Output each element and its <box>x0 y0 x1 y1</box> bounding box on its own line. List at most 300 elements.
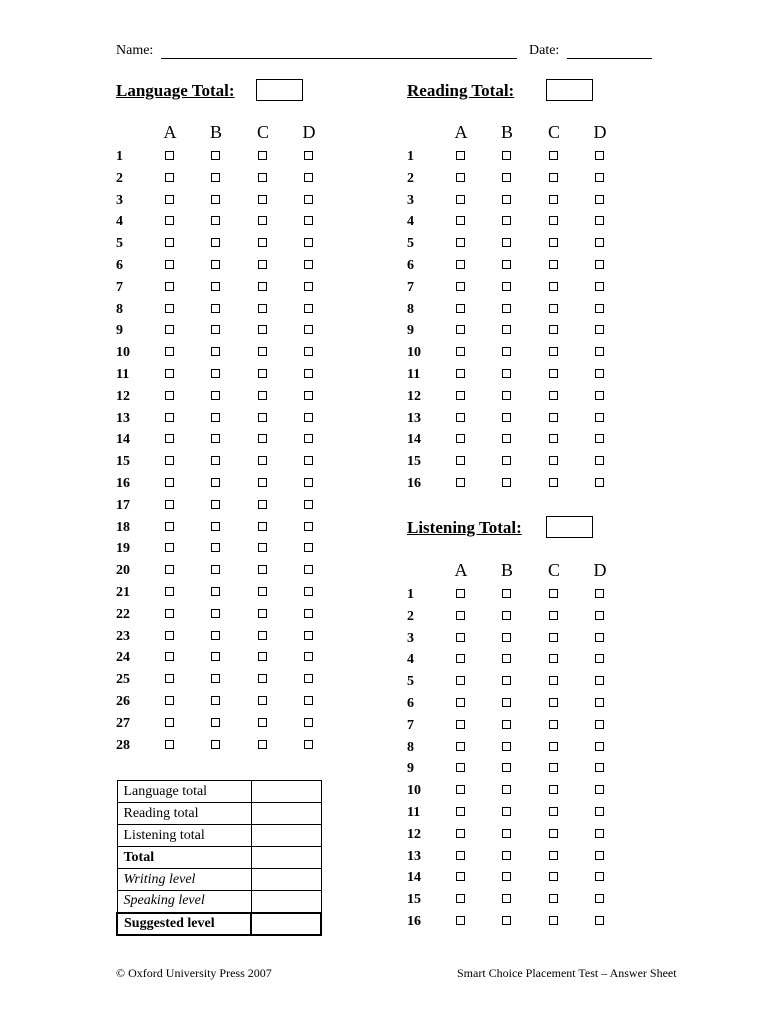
reading-answer-checkbox[interactable] <box>595 478 604 487</box>
language-answer-checkbox[interactable] <box>304 543 313 552</box>
language-answer-checkbox[interactable] <box>211 652 220 661</box>
language-answer-checkbox[interactable] <box>211 500 220 509</box>
language-answer-checkbox[interactable] <box>304 631 313 640</box>
summary-label: Listening total <box>117 825 251 847</box>
language-answer-checkbox[interactable] <box>211 740 220 749</box>
language-total-title: Language Total: <box>116 81 235 100</box>
reading-question-number: 12 <box>407 388 421 404</box>
language-question-number: 18 <box>116 519 130 535</box>
language-answer-checkbox[interactable] <box>165 587 174 596</box>
reading-question-number: 15 <box>407 454 421 470</box>
language-answer-checkbox[interactable] <box>258 740 267 749</box>
listening-answer-checkbox[interactable] <box>595 872 604 881</box>
language-answer-checkbox[interactable] <box>304 347 313 356</box>
reading-answer-checkbox[interactable] <box>595 304 604 313</box>
reading-answer-checkbox[interactable] <box>502 195 511 204</box>
reading-answer-checkbox[interactable] <box>502 325 511 334</box>
language-answer-checkbox[interactable] <box>211 609 220 618</box>
listening-question-number: 12 <box>407 826 421 842</box>
language-answer-checkbox[interactable] <box>258 674 267 683</box>
date-label: Date: <box>529 43 560 58</box>
reading-answer-checkbox[interactable] <box>502 413 511 422</box>
language-answer-checkbox[interactable] <box>304 609 313 618</box>
language-question-number: 5 <box>116 236 123 252</box>
language-answer-checkbox[interactable] <box>211 369 220 378</box>
language-answer-checkbox[interactable] <box>304 260 313 269</box>
language-answer-checkbox[interactable] <box>211 260 220 269</box>
language-answer-checkbox[interactable] <box>165 434 174 443</box>
reading-answer-checkbox[interactable] <box>502 238 511 247</box>
language-answer-checkbox[interactable] <box>304 740 313 749</box>
reading-question-number: 8 <box>407 301 414 317</box>
date-field[interactable] <box>567 58 652 59</box>
language-answer-checkbox[interactable] <box>258 631 267 640</box>
language-answer-checkbox[interactable] <box>258 413 267 422</box>
listening-answer-checkbox[interactable] <box>502 698 511 707</box>
language-answer-checkbox[interactable] <box>304 587 313 596</box>
listening-answer-checkbox[interactable] <box>549 742 558 751</box>
language-answer-checkbox[interactable] <box>165 173 174 182</box>
language-answer-checkbox[interactable] <box>304 718 313 727</box>
summary-value-cell[interactable] <box>251 913 321 935</box>
language-answer-checkbox[interactable] <box>304 674 313 683</box>
language-answer-checkbox[interactable] <box>304 282 313 291</box>
language-answer-checkbox[interactable] <box>165 369 174 378</box>
reading-answer-checkbox[interactable] <box>549 456 558 465</box>
language-answer-checkbox[interactable] <box>304 500 313 509</box>
listening-answer-checkbox[interactable] <box>456 829 465 838</box>
listening-answer-checkbox[interactable] <box>456 807 465 816</box>
listening-column-header-c: C <box>547 560 560 580</box>
reading-answer-checkbox[interactable] <box>549 304 558 313</box>
reading-answer-checkbox[interactable] <box>549 216 558 225</box>
language-answer-checkbox[interactable] <box>211 434 220 443</box>
reading-answer-checkbox[interactable] <box>502 173 511 182</box>
reading-answer-checkbox[interactable] <box>502 304 511 313</box>
summary-value-cell[interactable] <box>251 781 321 803</box>
language-total-box[interactable] <box>256 79 303 101</box>
language-answer-checkbox[interactable] <box>165 347 174 356</box>
summary-row <box>117 913 321 935</box>
language-answer-checkbox[interactable] <box>258 347 267 356</box>
language-answer-checkbox[interactable] <box>165 304 174 313</box>
language-answer-checkbox[interactable] <box>258 369 267 378</box>
language-question-number: 2 <box>116 170 123 186</box>
reading-answer-checkbox[interactable] <box>456 195 465 204</box>
listening-answer-checkbox[interactable] <box>595 763 604 772</box>
language-answer-checkbox[interactable] <box>165 652 174 661</box>
reading-answer-checkbox[interactable] <box>595 195 604 204</box>
language-answer-checkbox[interactable] <box>211 674 220 683</box>
reading-question-number: 6 <box>407 258 414 273</box>
listening-answer-checkbox[interactable] <box>456 851 465 860</box>
language-answer-checkbox[interactable] <box>211 238 220 247</box>
listening-answer-checkbox[interactable] <box>549 763 558 772</box>
language-answer-checkbox[interactable] <box>304 151 313 160</box>
language-answer-checkbox[interactable] <box>304 456 313 465</box>
language-answer-checkbox[interactable] <box>165 674 174 683</box>
listening-answer-checkbox[interactable] <box>456 763 465 772</box>
language-answer-checkbox[interactable] <box>165 740 174 749</box>
listening-answer-checkbox[interactable] <box>595 589 604 598</box>
language-answer-checkbox[interactable] <box>165 260 174 269</box>
reading-question-number: 11 <box>407 367 421 382</box>
listening-answer-checkbox[interactable] <box>456 698 465 707</box>
reading-total-title: Reading Total: <box>407 81 515 100</box>
reading-answer-checkbox[interactable] <box>595 347 604 356</box>
language-answer-checkbox[interactable] <box>258 304 267 313</box>
reading-answer-checkbox[interactable] <box>549 151 558 160</box>
reading-answer-checkbox[interactable] <box>595 238 604 247</box>
reading-answer-checkbox[interactable] <box>549 478 558 487</box>
listening-answer-checkbox[interactable] <box>595 742 604 751</box>
sheet-title: Smart Choice Placement Test – Answer Sheet <box>457 966 677 980</box>
language-answer-checkbox[interactable] <box>211 718 220 727</box>
language-answer-checkbox[interactable] <box>165 543 174 552</box>
language-answer-checkbox[interactable] <box>211 173 220 182</box>
listening-answer-checkbox[interactable] <box>595 633 604 642</box>
language-answer-checkbox[interactable] <box>258 718 267 727</box>
listening-answer-checkbox[interactable] <box>595 611 604 620</box>
language-answer-checkbox[interactable] <box>304 216 313 225</box>
listening-question-number: 16 <box>407 914 421 929</box>
listening-answer-checkbox[interactable] <box>456 894 465 903</box>
language-answer-checkbox[interactable] <box>211 325 220 334</box>
listening-question-number: 11 <box>407 805 421 820</box>
reading-answer-checkbox[interactable] <box>456 478 465 487</box>
reading-answer-checkbox[interactable] <box>456 238 465 247</box>
reading-answer-checkbox[interactable] <box>502 456 511 465</box>
language-answer-checkbox[interactable] <box>304 173 313 182</box>
reading-answer-checkbox[interactable] <box>456 282 465 291</box>
name-field[interactable] <box>161 58 517 59</box>
language-answer-checkbox[interactable] <box>258 260 267 269</box>
language-answer-checkbox[interactable] <box>258 325 267 334</box>
summary-label: Speaking level <box>117 891 251 913</box>
language-answer-checkbox[interactable] <box>165 216 174 225</box>
listening-answer-checkbox[interactable] <box>549 829 558 838</box>
language-answer-checkbox[interactable] <box>211 456 220 465</box>
reading-answer-checkbox[interactable] <box>456 325 465 334</box>
summary-label: Suggested level <box>117 913 251 935</box>
reading-column-header-a: A <box>454 122 468 142</box>
reading-answer-checkbox[interactable] <box>502 151 511 160</box>
language-answer-checkbox[interactable] <box>165 391 174 400</box>
listening-answer-checkbox[interactable] <box>549 720 558 729</box>
language-answer-checkbox[interactable] <box>165 195 174 204</box>
listening-answer-checkbox[interactable] <box>502 894 511 903</box>
language-answer-checkbox[interactable] <box>258 173 267 182</box>
reading-question-number: 7 <box>407 279 414 295</box>
listening-answer-checkbox[interactable] <box>502 916 511 925</box>
language-answer-checkbox[interactable] <box>258 500 267 509</box>
listening-question-number: 4 <box>407 652 414 668</box>
language-answer-checkbox[interactable] <box>211 522 220 531</box>
listening-answer-checkbox[interactable] <box>502 829 511 838</box>
language-answer-checkbox[interactable] <box>165 478 174 487</box>
summary-value-cell[interactable] <box>251 825 321 847</box>
reading-answer-checkbox[interactable] <box>549 391 558 400</box>
summary-value-cell[interactable] <box>251 891 321 913</box>
language-answer-checkbox[interactable] <box>304 478 313 487</box>
listening-answer-checkbox[interactable] <box>549 633 558 642</box>
language-question-number: 24 <box>116 650 130 666</box>
reading-answer-checkbox[interactable] <box>595 173 604 182</box>
language-answer-checkbox[interactable] <box>304 522 313 531</box>
language-answer-checkbox[interactable] <box>165 565 174 574</box>
language-answer-checkbox[interactable] <box>211 543 220 552</box>
language-answer-checkbox[interactable] <box>258 565 267 574</box>
language-question-number: 28 <box>116 737 130 753</box>
listening-answer-checkbox[interactable] <box>549 698 558 707</box>
listening-answer-checkbox[interactable] <box>595 916 604 925</box>
reading-answer-checkbox[interactable] <box>502 216 511 225</box>
listening-answer-checkbox[interactable] <box>456 720 465 729</box>
listening-answer-checkbox[interactable] <box>549 589 558 598</box>
reading-answer-checkbox[interactable] <box>549 195 558 204</box>
language-answer-checkbox[interactable] <box>211 151 220 160</box>
listening-answer-checkbox[interactable] <box>595 829 604 838</box>
reading-answer-checkbox[interactable] <box>502 434 511 443</box>
listening-answer-checkbox[interactable] <box>456 633 465 642</box>
reading-answer-checkbox[interactable] <box>595 260 604 269</box>
language-column-header-c: C <box>256 122 269 142</box>
listening-answer-checkbox[interactable] <box>595 654 604 663</box>
language-answer-checkbox[interactable] <box>258 587 267 596</box>
language-answer-checkbox[interactable] <box>165 238 174 247</box>
language-answer-checkbox[interactable] <box>165 696 174 705</box>
reading-answer-checkbox[interactable] <box>502 391 511 400</box>
reading-answer-checkbox[interactable] <box>502 347 511 356</box>
listening-total-title: Listening Total: <box>407 518 522 537</box>
language-question-number: 20 <box>116 563 130 579</box>
language-answer-checkbox[interactable] <box>165 522 174 531</box>
listening-answer-checkbox[interactable] <box>595 720 604 729</box>
language-answer-checkbox[interactable] <box>258 696 267 705</box>
language-question-number: 22 <box>116 606 130 622</box>
reading-answer-checkbox[interactable] <box>502 478 511 487</box>
language-answer-checkbox[interactable] <box>258 478 267 487</box>
listening-answer-checkbox[interactable] <box>549 916 558 925</box>
listening-question-number: 8 <box>407 739 414 755</box>
language-answer-checkbox[interactable] <box>258 456 267 465</box>
language-answer-checkbox[interactable] <box>304 304 313 313</box>
listening-answer-checkbox[interactable] <box>502 807 511 816</box>
listening-question-number: 7 <box>407 717 414 733</box>
listening-column-header-b: B <box>500 560 513 580</box>
reading-answer-checkbox[interactable] <box>456 456 465 465</box>
summary-value-cell[interactable] <box>251 869 321 891</box>
listening-answer-checkbox[interactable] <box>502 851 511 860</box>
language-column-header-d: D <box>302 122 316 142</box>
language-answer-checkbox[interactable] <box>304 434 313 443</box>
language-answer-checkbox[interactable] <box>165 282 174 291</box>
listening-answer-checkbox[interactable] <box>502 654 511 663</box>
language-answer-checkbox[interactable] <box>211 282 220 291</box>
reading-answer-checkbox[interactable] <box>456 216 465 225</box>
reading-answer-checkbox[interactable] <box>456 347 465 356</box>
listening-answer-checkbox[interactable] <box>456 654 465 663</box>
listening-answer-checkbox[interactable] <box>502 589 511 598</box>
listening-answer-checkbox[interactable] <box>549 872 558 881</box>
reading-answer-checkbox[interactable] <box>595 325 604 334</box>
language-answer-checkbox[interactable] <box>258 195 267 204</box>
listening-answer-checkbox[interactable] <box>595 851 604 860</box>
reading-answer-checkbox[interactable] <box>502 282 511 291</box>
listening-answer-checkbox[interactable] <box>595 785 604 794</box>
reading-answer-checkbox[interactable] <box>549 173 558 182</box>
language-answer-checkbox[interactable] <box>211 195 220 204</box>
listening-answer-checkbox[interactable] <box>595 676 604 685</box>
language-question-number: 23 <box>116 628 130 644</box>
summary-value-cell[interactable] <box>251 803 321 825</box>
name-label: Name: <box>116 43 154 58</box>
reading-answer-checkbox[interactable] <box>456 304 465 313</box>
language-question-number: 21 <box>116 585 130 600</box>
reading-answer-checkbox[interactable] <box>502 260 511 269</box>
reading-answer-checkbox[interactable] <box>595 434 604 443</box>
listening-answer-checkbox[interactable] <box>456 872 465 881</box>
listening-answer-checkbox[interactable] <box>595 807 604 816</box>
summary-table <box>116 780 322 936</box>
summary-value-cell[interactable] <box>251 847 321 869</box>
reading-answer-checkbox[interactable] <box>595 413 604 422</box>
language-question-number: 17 <box>116 497 130 513</box>
language-answer-checkbox[interactable] <box>211 631 220 640</box>
language-answer-checkbox[interactable] <box>258 391 267 400</box>
reading-answer-checkbox[interactable] <box>595 391 604 400</box>
language-answer-checkbox[interactable] <box>211 391 220 400</box>
language-answer-checkbox[interactable] <box>258 652 267 661</box>
summary-row <box>117 869 321 891</box>
language-answer-checkbox[interactable] <box>211 696 220 705</box>
language-question-number: 26 <box>116 694 130 709</box>
reading-total-box[interactable] <box>546 79 593 101</box>
language-answer-checkbox[interactable] <box>211 587 220 596</box>
language-answer-checkbox[interactable] <box>258 609 267 618</box>
reading-answer-checkbox[interactable] <box>549 260 558 269</box>
listening-answer-checkbox[interactable] <box>456 785 465 794</box>
listening-answer-checkbox[interactable] <box>502 720 511 729</box>
language-answer-checkbox[interactable] <box>165 718 174 727</box>
reading-answer-checkbox[interactable] <box>549 434 558 443</box>
listening-answer-checkbox[interactable] <box>502 872 511 881</box>
reading-answer-checkbox[interactable] <box>595 216 604 225</box>
listening-question-number: 14 <box>407 870 421 886</box>
reading-question-number: 5 <box>407 236 414 252</box>
language-answer-checkbox[interactable] <box>258 434 267 443</box>
language-answer-checkbox[interactable] <box>304 413 313 422</box>
language-answer-checkbox[interactable] <box>165 325 174 334</box>
listening-answer-checkbox[interactable] <box>502 785 511 794</box>
language-answer-checkbox[interactable] <box>211 347 220 356</box>
listening-total-box[interactable] <box>546 516 593 538</box>
listening-answer-checkbox[interactable] <box>549 611 558 620</box>
listening-answer-checkbox[interactable] <box>549 654 558 663</box>
listening-answer-checkbox[interactable] <box>502 633 511 642</box>
language-answer-checkbox[interactable] <box>258 282 267 291</box>
listening-answer-checkbox[interactable] <box>502 742 511 751</box>
language-answer-checkbox[interactable] <box>258 543 267 552</box>
language-answer-checkbox[interactable] <box>304 652 313 661</box>
listening-answer-checkbox[interactable] <box>502 676 511 685</box>
listening-answer-checkbox[interactable] <box>549 785 558 794</box>
reading-column-header-b: B <box>500 122 513 142</box>
language-column-header-a: A <box>163 122 177 142</box>
language-answer-checkbox[interactable] <box>211 304 220 313</box>
reading-answer-checkbox[interactable] <box>549 347 558 356</box>
listening-answer-checkbox[interactable] <box>595 894 604 903</box>
reading-answer-checkbox[interactable] <box>549 282 558 291</box>
listening-answer-checkbox[interactable] <box>456 676 465 685</box>
language-answer-checkbox[interactable] <box>165 609 174 618</box>
reading-answer-checkbox[interactable] <box>595 151 604 160</box>
reading-answer-checkbox[interactable] <box>549 325 558 334</box>
listening-answer-checkbox[interactable] <box>549 676 558 685</box>
language-answer-checkbox[interactable] <box>211 565 220 574</box>
language-answer-checkbox[interactable] <box>304 325 313 334</box>
listening-question-number: 9 <box>407 761 414 777</box>
language-answer-checkbox[interactable] <box>304 195 313 204</box>
language-answer-checkbox[interactable] <box>304 238 313 247</box>
listening-answer-checkbox[interactable] <box>549 807 558 816</box>
language-answer-checkbox[interactable] <box>258 238 267 247</box>
reading-answer-checkbox[interactable] <box>456 151 465 160</box>
reading-answer-checkbox[interactable] <box>456 434 465 443</box>
listening-answer-checkbox[interactable] <box>456 916 465 925</box>
listening-answer-checkbox[interactable] <box>502 763 511 772</box>
language-answer-checkbox[interactable] <box>165 631 174 640</box>
language-answer-checkbox[interactable] <box>304 565 313 574</box>
language-answer-checkbox[interactable] <box>304 391 313 400</box>
language-answer-checkbox[interactable] <box>258 151 267 160</box>
reading-answer-checkbox[interactable] <box>502 369 511 378</box>
language-answer-checkbox[interactable] <box>165 456 174 465</box>
listening-answer-checkbox[interactable] <box>456 611 465 620</box>
reading-answer-checkbox[interactable] <box>456 413 465 422</box>
reading-answer-checkbox[interactable] <box>456 369 465 378</box>
language-answer-checkbox[interactable] <box>211 216 220 225</box>
language-answer-checkbox[interactable] <box>211 413 220 422</box>
reading-answer-checkbox[interactable] <box>595 456 604 465</box>
reading-answer-checkbox[interactable] <box>456 260 465 269</box>
language-answer-checkbox[interactable] <box>211 478 220 487</box>
reading-answer-checkbox[interactable] <box>595 282 604 291</box>
reading-answer-checkbox[interactable] <box>456 391 465 400</box>
listening-answer-checkbox[interactable] <box>502 611 511 620</box>
language-answer-checkbox[interactable] <box>304 696 313 705</box>
language-answer-checkbox[interactable] <box>258 216 267 225</box>
listening-question-number: 5 <box>407 674 414 690</box>
listening-answer-checkbox[interactable] <box>456 742 465 751</box>
language-answer-checkbox[interactable] <box>258 522 267 531</box>
reading-answer-checkbox[interactable] <box>549 238 558 247</box>
listening-answer-checkbox[interactable] <box>549 851 558 860</box>
language-answer-checkbox[interactable] <box>304 369 313 378</box>
reading-answer-checkbox[interactable] <box>595 369 604 378</box>
language-answer-checkbox[interactable] <box>165 500 174 509</box>
reading-answer-checkbox[interactable] <box>549 369 558 378</box>
listening-answer-checkbox[interactable] <box>595 698 604 707</box>
reading-answer-checkbox[interactable] <box>549 413 558 422</box>
reading-answer-checkbox[interactable] <box>456 173 465 182</box>
language-answer-checkbox[interactable] <box>165 151 174 160</box>
summary-label: Language total <box>117 781 251 803</box>
listening-answer-checkbox[interactable] <box>549 894 558 903</box>
summary-row <box>117 803 321 825</box>
language-answer-checkbox[interactable] <box>165 413 174 422</box>
listening-answer-checkbox[interactable] <box>456 589 465 598</box>
